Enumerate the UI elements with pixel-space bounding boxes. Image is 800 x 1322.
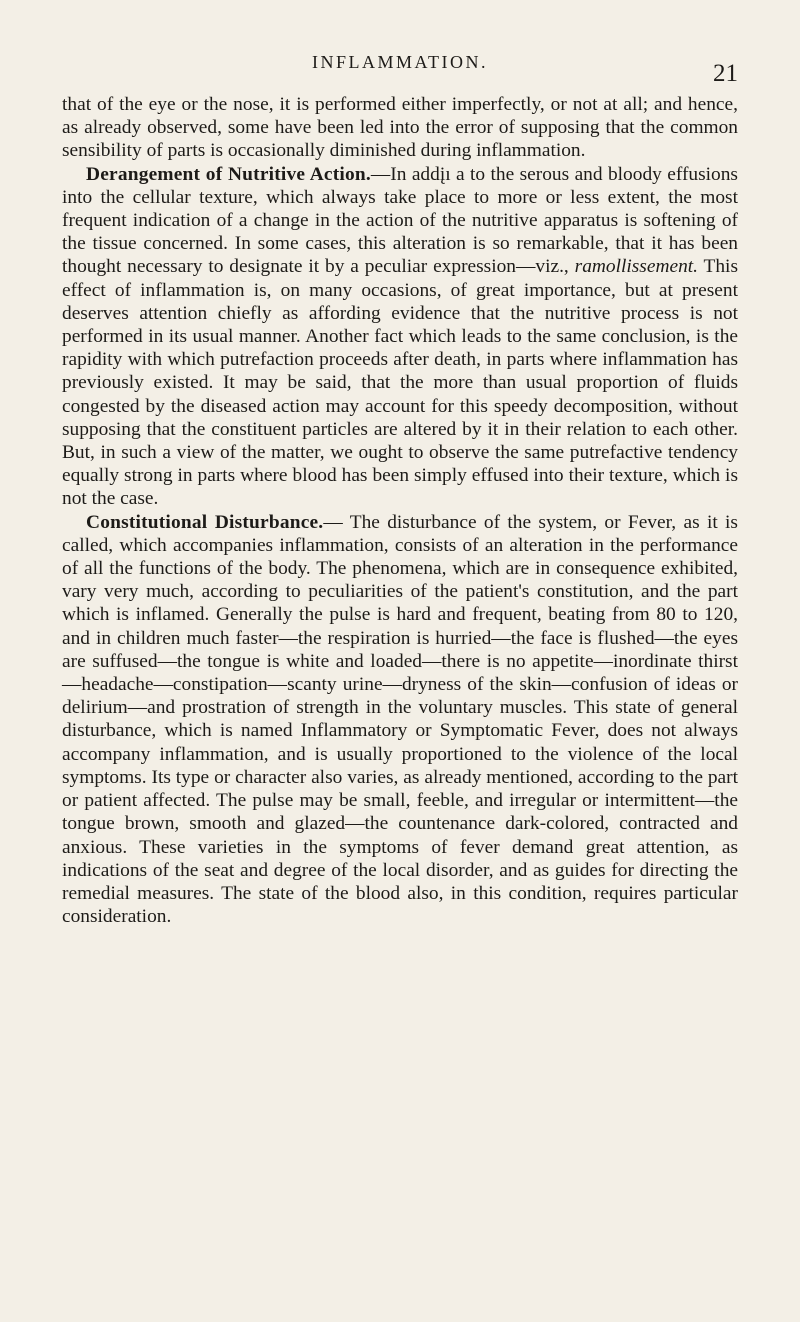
section-heading: Derangement of Nutritive Action. [86,163,371,185]
paragraph-derangement-of-nutritive-action [62,163,738,511]
paragraph-text-before-italic: —In addįı a to the serous and bloody effusions into the cellular texture, which always take place to more or less extent, the most frequent indication of a change in the action of the nutritive apparatus is softening of the tissue concerned. In some cases, this alteration is so remarkable, that it has been thought necessary to designate it by a peculiar expression—viz., [62,163,738,278]
section-heading: Constitutional Disturbance. [86,511,324,533]
paragraph-text: — The disturbance of the system, or Fever, as it is called, which accompanies inflammation, consists of an alteration in the performance of all the functions of the body. The phenomena, which are in consequence exhibited, vary very much, according to peculiarities of the patient's constitution, and the part which is inflamed. Generally the pulse is hard and frequent, beating from 80 to 120, and in children much faster—the respiration is hurried—the face is flushed—the eyes are suffused—the tongue is white and loaded—there is no appetite—inordinate thirst—headache—constipation—scanty urine—dryness of the skin—confusion of ideas or delirium—and prostration of strength in the voluntary muscles. This state of general disturbance, which is named Inflammatory or Symptomatic Fever, does not always accompany inflammation, and is usually proportioned to the violence of the local symptoms. Its type or character also varies, as already mentioned, according to the part or patient affected. The pulse may be small, feeble, and irregular or intermittent—the tongue brown, smooth and glazed—the countenance dark-colored, contracted and anxious. These varieties in the symptoms of fever demand great attention, as indications of the seat and degree of the local disorder, and as guides for directing the remedial measures. The state of the blood also, in this condition, requires particular consideration. [62,511,738,928]
page-number: 21 [713,60,738,87]
paragraph-constitutional-disturbance [62,511,738,929]
paragraph-text: that of the eye or the nose, it is performed either imperfectly, or not at all; and hence, as already observed, some have been led into the error of supposing that the common sensibility of parts is occasionally diminished during inflammation. [62,94,738,162]
paragraph-continued [62,93,738,163]
italic-term: ramollissement. [574,256,698,278]
running-title: INFLAMMATION. [312,52,488,72]
running-head [62,52,738,96]
body-text [62,93,738,928]
paragraph-text-after-italic: This effect of inflammation is, on many occasions, of great importance, but at present deserves attention chiefly as affording evidence that the nutritive process is not performed in its usual manner. Another fact which leads to the same conclusion, is the rapidity with which putrefaction proceeds after death, in parts where inflammation has previously existed. It may be said, that the more than usual proportion of fluids congested by the diseased action may account for this speedy decomposition, without supposing that the constituent particles are altered by it in their relation to each other. But, in such a view of the matter, we ought to observe the same putrefactive tendency equally strong in parts where blood has been simply effused into their texture, which is not the case. [62,256,738,510]
